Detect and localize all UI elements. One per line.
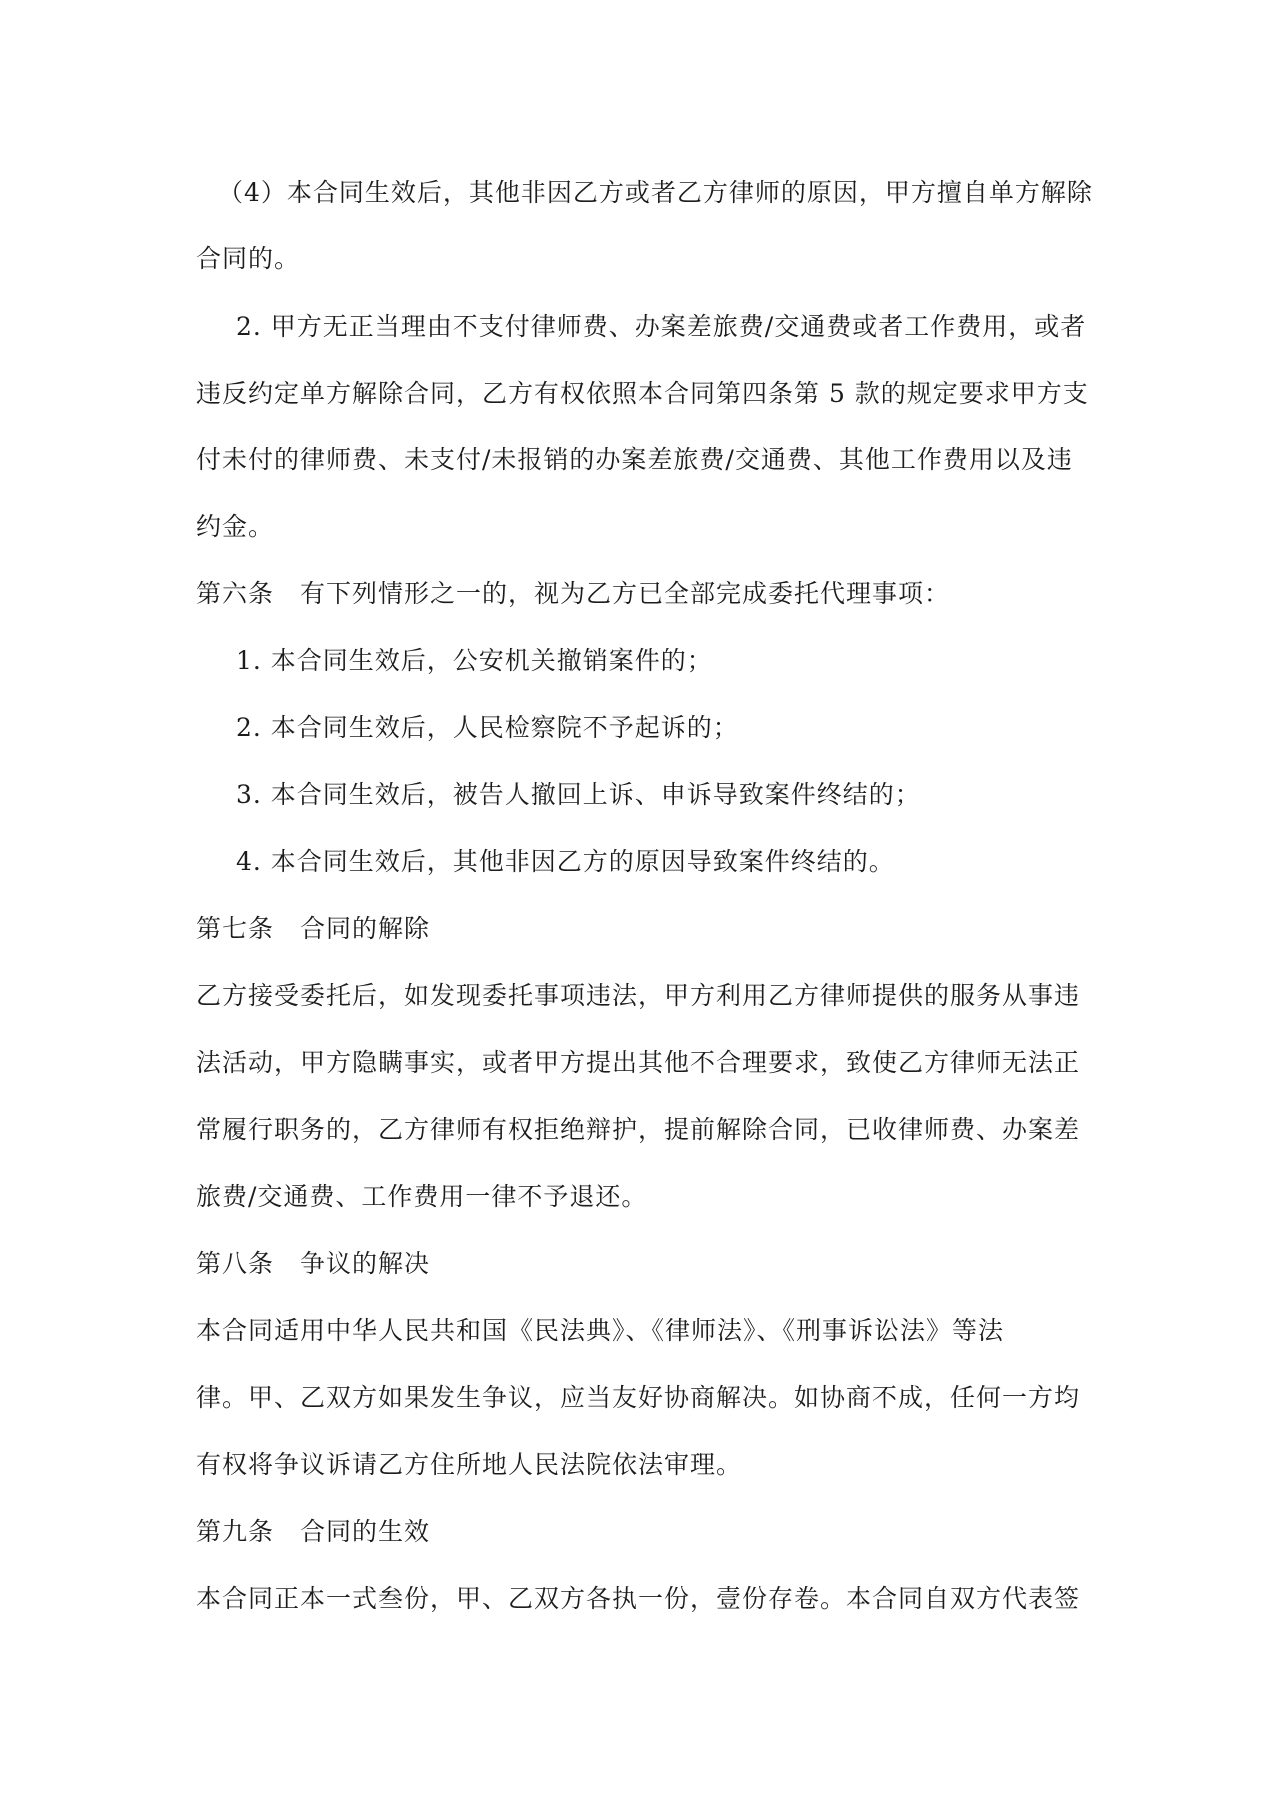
article-6-item-3: 3. 本合同生效后，被告人撤回上诉、申诉导致案件终结的； [236, 780, 921, 809]
article-7-line-1: 乙方接受委托后，如发现委托事项违法，甲方利用乙方律师提供的服务从事违 [196, 981, 1081, 1010]
article-7-line-3: 常履行职务的，乙方律师有权拒绝辩护，提前解除合同，已收律师费、办案差 [196, 1115, 1081, 1144]
article-6-item-2: 2. 本合同生效后，人民检察院不予起诉的； [236, 713, 739, 742]
article-7-line-4: 旅费/交通费、工作费用一律不予退还。 [196, 1182, 648, 1211]
article-6-item-4: 4. 本合同生效后，其他非因乙方的原因导致案件终结的。 [236, 847, 895, 876]
article-6-heading: 第六条 有下列情形之一的，视为乙方已全部完成委托代理事项： [196, 579, 951, 608]
article-8-line-3: 有权将争议诉请乙方住所地人民法院依法审理。 [196, 1450, 743, 1479]
article-8-line-2: 律。甲、乙双方如果发生争议，应当友好协商解决。如协商不成，任何一方均 [196, 1383, 1081, 1412]
article-9-heading: 第九条 合同的生效 [196, 1517, 431, 1546]
p1-line-2: 合同的。 [196, 244, 301, 273]
article-7-line-2: 法活动，甲方隐瞒事实，或者甲方提出其他不合理要求，致使乙方律师无法正 [196, 1048, 1081, 1077]
article-8-heading: 第八条 争议的解决 [196, 1249, 431, 1278]
article-8-line-1: 本合同适用中华人民共和国《民法典》、《律师法》、《刑事诉讼法》等法 [196, 1316, 1005, 1345]
p2-line-1: 2. 甲方无正当理由不支付律师费、办案差旅费/交通费或者工作费用，或者 [236, 312, 1087, 341]
article-9-line-1: 本合同正本一式叁份，甲、乙双方各执一份，壹份存卷。本合同自双方代表签 [196, 1584, 1081, 1613]
p1-line-1: （4）本合同生效后，其他非因乙方或者乙方律师的原因，甲方擅自单方解除 [218, 178, 1093, 207]
p2-line-2: 违反约定单方解除合同，乙方有权依照本合同第四条第 5 款的规定要求甲方支 [196, 379, 1089, 408]
p2-line-4: 约金。 [196, 512, 275, 541]
article-6-item-1: 1. 本合同生效后，公安机关撤销案件的； [236, 646, 713, 675]
p2-line-3: 付未付的律师费、未支付/未报销的办案差旅费/交通费、其他工作费用以及违 [196, 445, 1073, 474]
article-7-heading: 第七条 合同的解除 [196, 914, 431, 943]
